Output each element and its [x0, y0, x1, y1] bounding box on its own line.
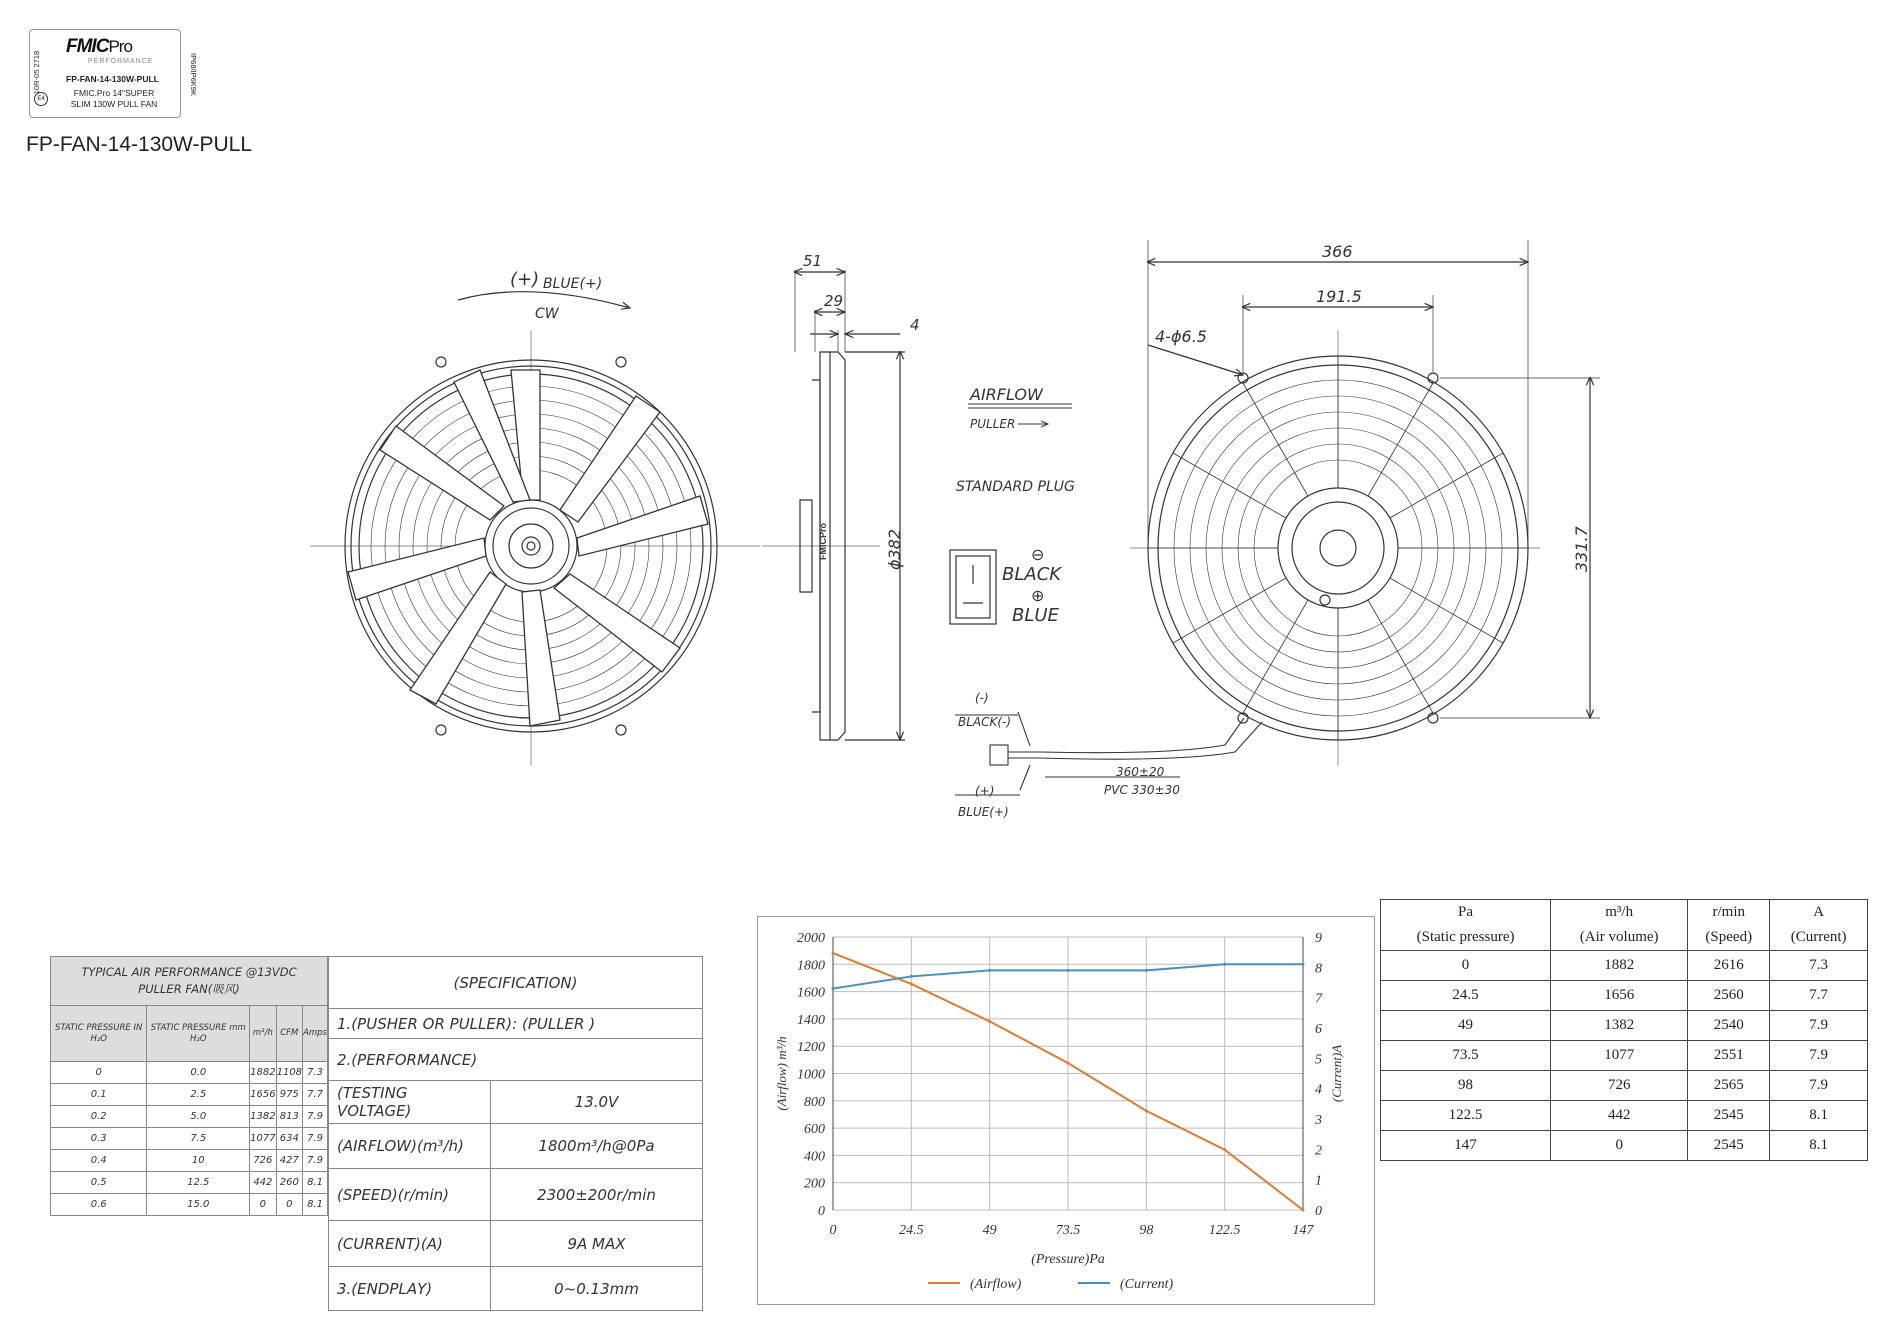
spec-speed-label: (SPEED)(r/min)	[329, 1169, 491, 1221]
table-row: 0 1882 2616 7.3	[1381, 951, 1868, 981]
x-tick-label: 49	[982, 1223, 997, 1238]
x-tick-label: 122.5	[1208, 1223, 1241, 1238]
performance-chart	[757, 916, 1375, 1305]
spec-endplay-label: 3.(ENDPLAY)	[329, 1267, 491, 1311]
label-description: FMIC.Pro 14"SUPER SLIM 130W PULL FAN	[70, 88, 158, 109]
spec-voltage-value: 13.0V	[491, 1081, 703, 1124]
x-axis-label: (Pressure)Pa	[1031, 1252, 1105, 1267]
y-left-tick-label: 0	[818, 1204, 825, 1219]
dim-height: 331.7	[1572, 526, 1591, 572]
data-point	[988, 1020, 991, 1023]
table-row: 0 0.0 1882 1108 7.3	[51, 1062, 328, 1084]
e-mark-icon: E4	[34, 92, 48, 106]
fan-front-view	[310, 292, 760, 766]
y-left-tick-label: 400	[804, 1149, 825, 1165]
table-row: 0.1 2.5 1656 975 7.7	[51, 1084, 328, 1106]
y-right-axis-label: (Current)A	[1329, 1044, 1344, 1103]
y-right-tick-label: 4	[1315, 1082, 1322, 1098]
data-point	[1302, 963, 1305, 966]
x-tick-label: 147	[1292, 1223, 1314, 1238]
front-wire-label: BLUE(+)	[543, 276, 603, 292]
y-left-tick-label: 1600	[797, 985, 825, 1001]
table-row: 73.5 1077 2551 7.9	[1381, 1041, 1868, 1071]
pos-mark: (+)	[975, 784, 995, 798]
cable-spec: PVC 330±30	[1104, 783, 1180, 797]
y-right-tick-label: 2	[1315, 1143, 1322, 1159]
table-row: 98 726 2565 7.9	[1381, 1071, 1868, 1101]
table-row: 122.5 442 2545 8.1	[1381, 1101, 1868, 1131]
rotation-label: CW	[535, 306, 559, 322]
y-left-tick-label: 2000	[797, 931, 825, 946]
side-logo: FMICPro	[818, 523, 828, 560]
table-row: 49 1382 2540 7.9	[1381, 1011, 1868, 1041]
data-col-header: Pa (Static pressure)	[1381, 900, 1551, 951]
airflow-label: AIRFLOW	[970, 385, 1043, 404]
table-row: 0.2 5.0 1382 813 7.9	[51, 1106, 328, 1128]
y-left-tick-label: 1000	[797, 1067, 825, 1083]
legend-label: (Current)	[1120, 1277, 1174, 1292]
sub-brand: PERFORMANCE	[88, 58, 154, 65]
y-right-tick-label: 0	[1315, 1204, 1322, 1219]
table-row: 0.4 10 726 427 7.9	[51, 1150, 328, 1172]
table-row: 147 0 2545 8.1	[1381, 1131, 1868, 1161]
page-title: FP-FAN-14-130W-PULL	[26, 133, 253, 156]
spec-endplay-value: 0~0.13mm	[491, 1267, 703, 1311]
perf-col-header: m³/h	[250, 1006, 276, 1062]
y-right-tick-label: 8	[1315, 961, 1322, 977]
table-row: 0.3 7.5 1077 634 7.9	[51, 1128, 328, 1150]
spec-speed-value: 2300±200r/min	[491, 1169, 703, 1221]
test-data-table	[1380, 899, 1868, 1161]
dim-diameter: ϕ382	[885, 528, 904, 570]
plus-icon: ⊕	[1031, 588, 1045, 605]
dim-holes: 4-ϕ6.5	[1155, 327, 1207, 346]
neg-mark: (-)	[975, 691, 989, 705]
data-col-header: r/min (Speed)	[1688, 900, 1770, 951]
legend-label: (Airflow)	[970, 1277, 1022, 1292]
spec-title: (SPECIFICATION)	[329, 957, 703, 1009]
data-point	[910, 982, 913, 985]
x-tick-label: 98	[1139, 1223, 1154, 1238]
y-left-tick-label: 600	[804, 1122, 825, 1138]
blue-label: BLUE	[1012, 605, 1059, 626]
plug-icon	[950, 550, 996, 624]
data-point	[1145, 969, 1148, 972]
cable-length: 360±20	[1116, 765, 1165, 779]
data-point	[1223, 963, 1226, 966]
y-right-tick-label: 7	[1315, 991, 1322, 1007]
spec-performance: 2.(PERFORMANCE)	[329, 1039, 703, 1081]
neg-wire-label: BLACK(-)	[958, 715, 1012, 729]
data-point	[1302, 1209, 1305, 1212]
y-left-tick-label: 1400	[797, 1012, 825, 1028]
y-right-tick-label: 3	[1315, 1113, 1322, 1128]
spec-airflow-value: 1800m³/h@0Pa	[491, 1124, 703, 1169]
y-left-tick-label: 1800	[797, 958, 825, 974]
brand-logo: FMICPro	[66, 36, 132, 57]
puller-label: PULLER	[970, 417, 1016, 431]
table-row: 0.5 12.5 442 260 8.1	[51, 1172, 328, 1194]
data-point	[832, 987, 835, 990]
spec-current-label: (CURRENT)(A)	[329, 1221, 491, 1267]
data-point	[1223, 1148, 1226, 1151]
specification-table	[328, 956, 703, 1311]
y-right-tick-label: 1	[1315, 1173, 1322, 1189]
spec-voltage-label: (TESTING VOLTAGE)	[329, 1081, 491, 1124]
y-left-tick-label: 800	[804, 1094, 825, 1110]
chart-svg	[758, 917, 1374, 1304]
dim-mount: 191.5	[1316, 287, 1362, 306]
y-right-tick-label: 6	[1315, 1022, 1322, 1037]
minus-icon: ⊖	[1031, 547, 1045, 564]
data-point	[910, 975, 913, 978]
label-approval: 10R-05 2718	[32, 50, 42, 95]
dim-flange: 4	[910, 316, 920, 334]
data-point	[1067, 1061, 1070, 1064]
perf-table-title: TYPICAL AIR PERFORMANCE @13VDC PULLER FAN(吸风)	[51, 957, 328, 1006]
perf-col-header: STATIC PRESSURE mm H₂O	[147, 1006, 250, 1062]
y-left-axis-label: (Airflow) m³/h	[774, 1036, 789, 1111]
y-right-tick-label: 5	[1315, 1052, 1322, 1068]
spec-current-value: 9A MAX	[491, 1221, 703, 1267]
label-part-number: FP-FAN-14-130W-PULL	[66, 74, 159, 84]
x-tick-label: 24.5	[899, 1223, 924, 1238]
y-left-tick-label: 1200	[797, 1040, 825, 1056]
data-point	[1145, 1109, 1148, 1112]
data-col-header: A (Current)	[1770, 900, 1868, 951]
spec-type: 1.(PUSHER OR PULLER): (PULLER )	[329, 1009, 703, 1039]
spec-airflow-label: (AIRFLOW)(m³/h)	[329, 1124, 491, 1169]
perf-col-header: STATIC PRESSURE IN H₂O	[51, 1006, 147, 1062]
pos-wire-label: BLUE(+)	[958, 805, 1009, 819]
fan-side-view	[762, 270, 905, 740]
data-point	[832, 952, 835, 955]
label-ip-rating: IP68/IP6K9K	[188, 53, 198, 96]
data-point	[988, 969, 991, 972]
perf-col-header: Amps	[303, 1006, 328, 1062]
data-col-header: m³/h (Air volume)	[1551, 900, 1688, 951]
polarity-mark: (+)	[510, 269, 540, 290]
dim-width: 366	[1322, 242, 1353, 261]
dim-depth: 51	[803, 252, 823, 270]
plug-label: STANDARD PLUG	[956, 479, 1075, 495]
y-left-tick-label: 200	[804, 1176, 825, 1192]
fan-rear-view	[1130, 240, 1600, 766]
black-label: BLACK	[1002, 564, 1062, 585]
perf-col-header: CFM	[276, 1006, 302, 1062]
performance-table	[50, 956, 328, 1216]
x-tick-label: 73.5	[1055, 1223, 1081, 1238]
data-point	[1067, 969, 1070, 972]
x-tick-label: 0	[829, 1223, 837, 1238]
dim-body: 29	[824, 292, 844, 310]
y-right-tick-label: 9	[1315, 931, 1322, 946]
table-row: 0.6 15.0 0 0 8.1	[51, 1194, 328, 1216]
table-row: 24.5 1656 2560 7.7	[1381, 981, 1868, 1011]
